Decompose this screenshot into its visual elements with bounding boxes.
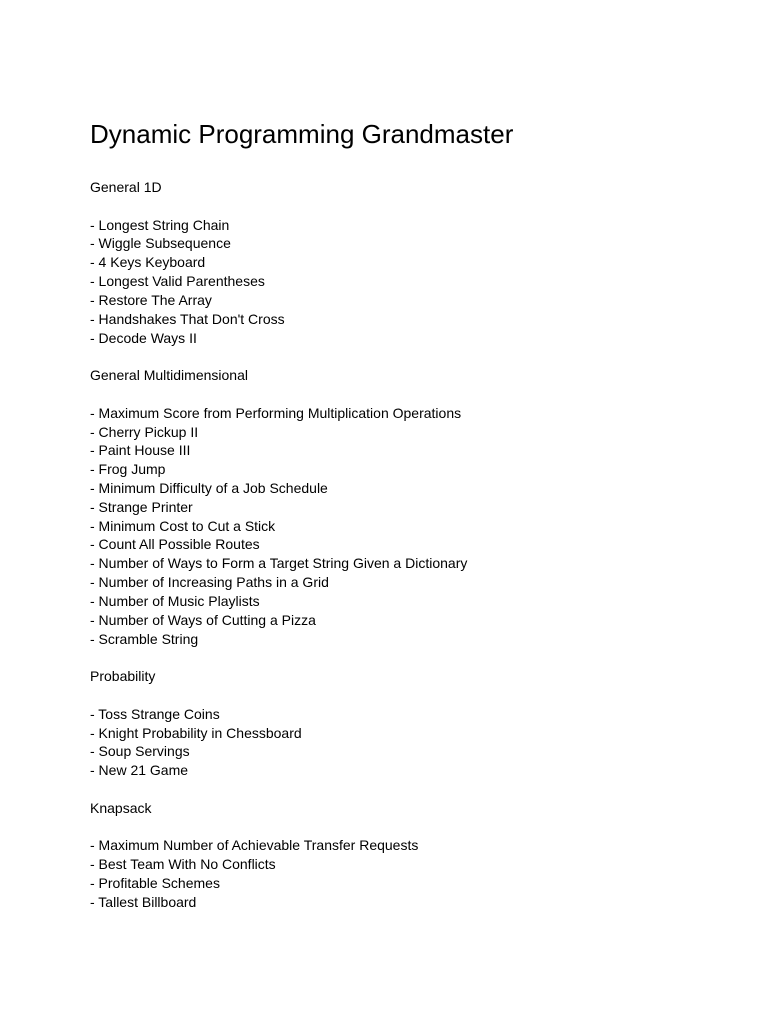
list-item: - Frog Jump: [90, 461, 166, 478]
blank-line: [90, 780, 467, 799]
document-title: Dynamic Programming Grandmaster: [90, 119, 514, 149]
list-item: - Minimum Cost to Cut a Stick: [90, 517, 276, 534]
section-heading: Probability: [90, 668, 156, 685]
list-item: - Minimum Difficulty of a Job Schedule: [90, 480, 328, 496]
list-item: - Number of Ways of Cutting a Pizza: [90, 611, 316, 628]
section-heading: Knapsack: [90, 799, 152, 816]
blank-line: [90, 385, 467, 404]
list-item: - Best Team With No Conflicts: [90, 856, 276, 873]
document-body: [90, 178, 467, 912]
list-item: - Restore The Array: [90, 291, 212, 308]
list-item: - Wiggle Subsequence: [90, 235, 231, 252]
blank-line: [90, 818, 467, 837]
blank-line: [90, 648, 467, 667]
list-item: - Handshakes That Don't Cross: [90, 310, 285, 327]
list-item: - Scramble String: [90, 630, 199, 647]
list-item: - Knight Probability in Chessboard: [90, 724, 302, 741]
list-item: - Number of Increasing Paths in a Grid: [90, 574, 329, 591]
list-item: - Number of Ways to Form a Target String Given a Dictionary: [90, 555, 468, 572]
list-item: - Number of Music Playlists: [90, 592, 260, 609]
list-item: - Cherry Pickup II: [90, 423, 199, 440]
list-item: - New 21 Game: [90, 762, 189, 779]
list-item: - Maximum Score from Performing Multiplication Operations: [90, 404, 462, 421]
list-item: - Soup Servings: [90, 743, 190, 760]
list-item: - Profitable Schemes: [90, 875, 220, 892]
list-item: - Strange Printer: [90, 498, 193, 515]
list-item: - 4 Keys Keyboard: [90, 254, 206, 271]
section-heading: General Multidimensional: [90, 367, 248, 384]
list-item: - Toss Strange Coins: [90, 705, 220, 722]
list-item: - Tallest Billboard: [90, 893, 197, 910]
blank-line: [90, 197, 467, 216]
list-item: - Maximum Number of Achievable Transfer Requests: [90, 837, 419, 854]
list-item: - Longest String Chain: [90, 216, 230, 233]
section-heading: General 1D: [90, 179, 162, 195]
blank-line: [90, 686, 467, 705]
list-item: - Count All Possible Routes: [90, 536, 260, 553]
list-item: - Longest Valid Parentheses: [90, 273, 265, 290]
list-item: - Paint House III: [90, 442, 191, 459]
blank-line: [90, 347, 467, 366]
list-item: - Decode Ways II: [90, 329, 197, 346]
